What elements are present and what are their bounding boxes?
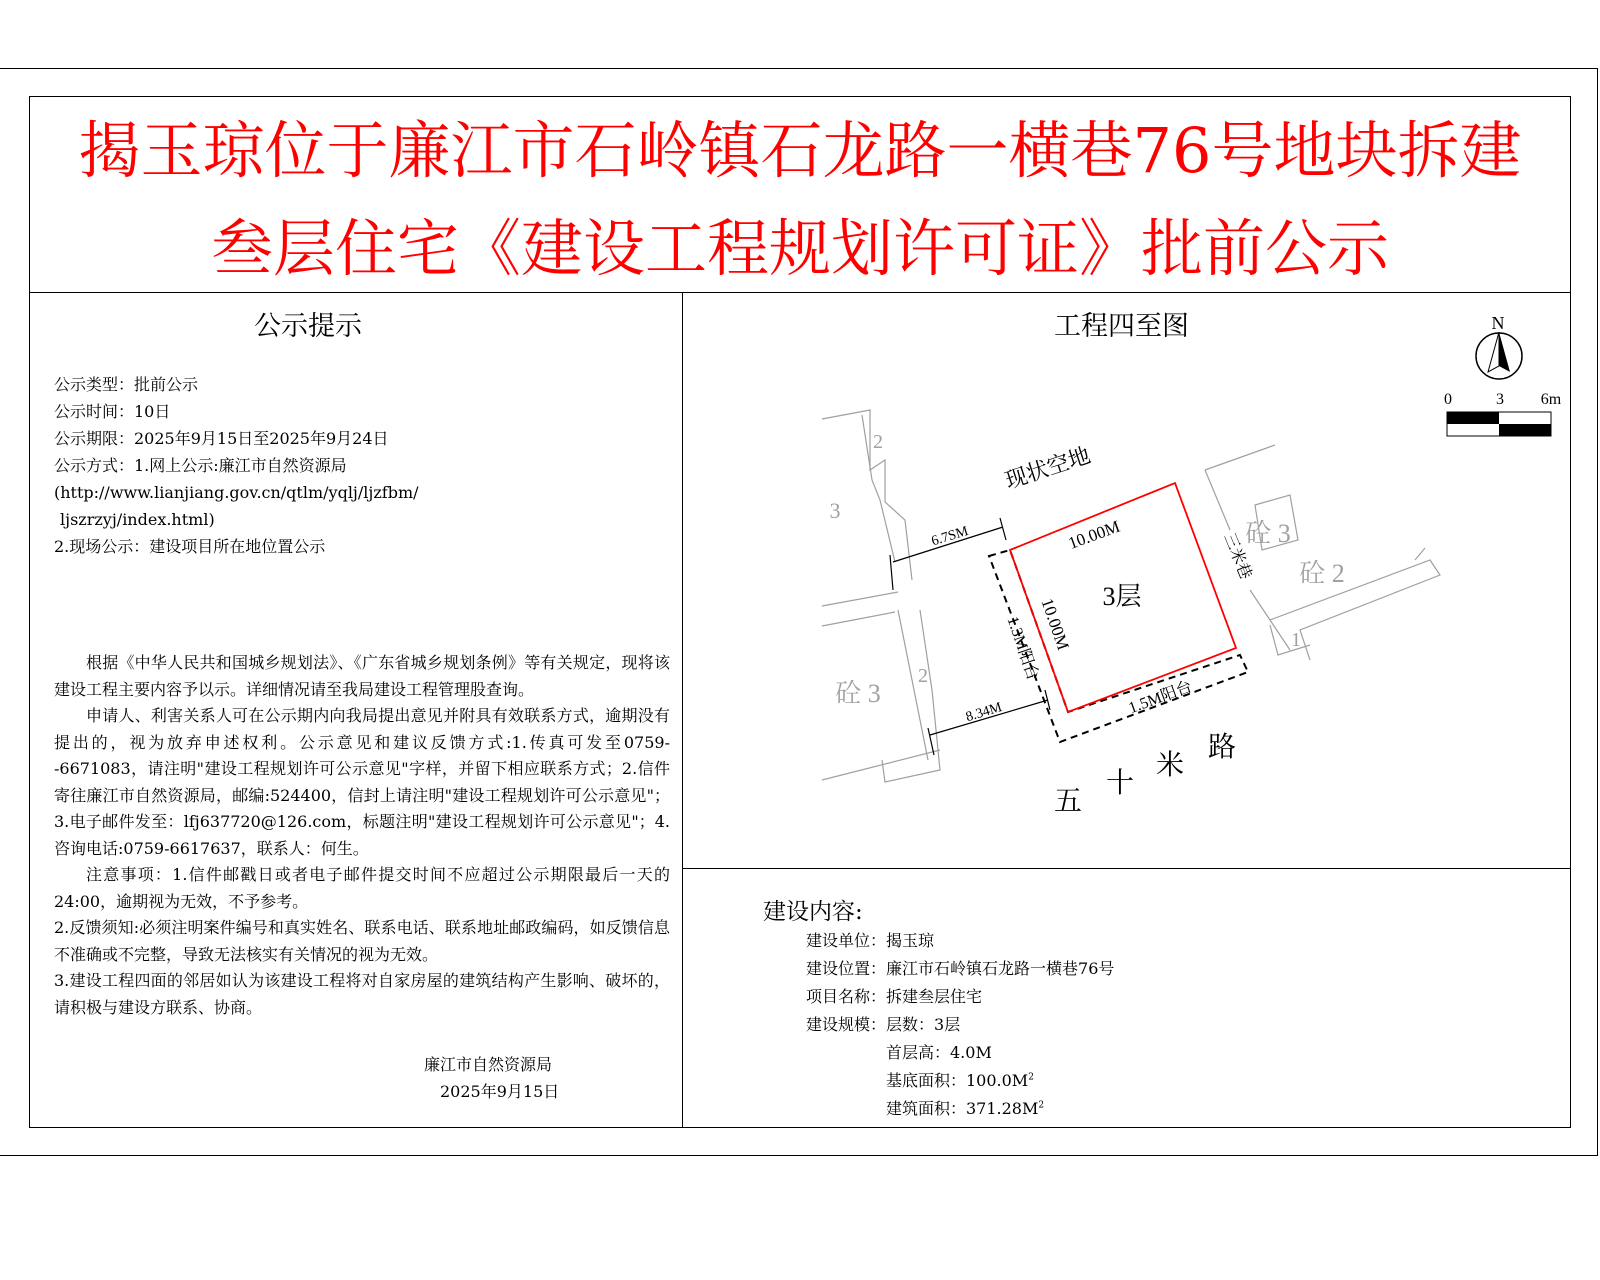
content-floors-value: 层数：3层 [886, 1015, 961, 1034]
signature-date: 2025年9月15日 [440, 1082, 560, 1101]
content-base-area-unit-sup: 2 [1028, 1072, 1034, 1083]
neighbor-label-concrete-2: 砼 2 [1299, 559, 1345, 588]
scale-label-6: 6m [1540, 391, 1561, 408]
notice-body [54, 650, 670, 1021]
signature-org: 廉江市自然资源局 [424, 1055, 553, 1074]
content-location-value: 廉江市石岭镇石龙路一横巷76号 [886, 959, 1115, 978]
side-length-top: 10.00M [1065, 516, 1123, 553]
content-unit-label: 建设单位： [806, 931, 887, 950]
content-building-area-row [886, 1096, 1044, 1119]
notice-para-feedback: 申请人、利害关系人可在公示期内向我局提出意见并附具有效联系方式，逾期没有提出的，视为放弃申述权利。公示意见和建议反馈方式:1.传真可发至0759--6671083，请注明"建设工程规划许可公示意见"字样，并留下相应联系方式；2.信件寄往廉江市自然资源局，邮编:524400，信封上请注明"建设工程规划许可公示意见"； 3.电子邮件发至：lfj637720@126.com，标题注明"建设工程规划许可公示意见"；4.咨询电话:0759-6617637，联系人：何生。 [54, 706, 670, 858]
notice-url-line1: (http://www.lianjiang.gov.cn/qtlm/yqlj/ljzfbm/ [54, 483, 419, 502]
title-divider [29, 292, 1571, 293]
neighbor-label-concrete-3: 砼 3 [1245, 519, 1291, 548]
neighbor-label-concrete-left: 砼 3 [835, 679, 881, 708]
road-label-char-3: 米 [1155, 750, 1185, 781]
alley-label: 三米巷 [1220, 530, 1255, 582]
balcony-bottom-label: 1.5M阳台 [1126, 678, 1195, 718]
scale-bar-icon [1444, 391, 1561, 436]
site-plan-map [681, 298, 1561, 858]
scale-label-0: 0 [1444, 391, 1452, 408]
content-unit-value: 揭玉琼 [886, 931, 935, 950]
content-unit-row [806, 928, 934, 951]
side-length-left: 10.00M [1037, 595, 1073, 653]
content-base-area: 基底面积：100.0M [886, 1071, 1029, 1090]
north-arrow-icon [1476, 313, 1522, 379]
neighbor-label-2-left: 2 [918, 665, 928, 687]
content-first-floor-height: 首层高：4.0M [886, 1043, 992, 1062]
main-title-line1: 揭玉琼位于廉江市石岭镇石龙路一横巷76号地块拆建 [78, 114, 1522, 187]
notice-para-notes: 注意事项：1.信件邮戳日或者电子邮件提交时间不应超过公示期限最后一天的24:00，逾期视为无效，不予参考。 [54, 865, 670, 911]
road-label-char-4: 路 [1207, 732, 1237, 763]
content-project-row [806, 984, 982, 1007]
notice-duration: 公示时间：10日 [54, 402, 171, 421]
notice-period: 公示期限：2025年9月15日至2025年9月24日 [54, 429, 389, 448]
road-label-char-1: 五 [1053, 786, 1083, 817]
distance-top-label: 6.7SM [929, 523, 971, 550]
content-base-area-row [886, 1068, 1034, 1091]
content-building-area: 建筑面积：371.28M [886, 1099, 1039, 1118]
notice-para-legal-basis: 根据《中华人民共和国城乡规划法》、《广东省城乡规划条例》等有关规定，现将该建设工程主要内容予以示。详细情况请至我局建设工程管理股查询。 [54, 653, 670, 699]
road-label-char-2: 十 [1105, 768, 1135, 799]
content-location-label: 建设位置： [806, 959, 887, 978]
north-label: N [1491, 313, 1505, 333]
main-title-line2: 叁层住宅《建设工程规划许可证》批前公示 [210, 212, 1389, 285]
balcony-left-label: 1.3M阳台 [1003, 614, 1042, 683]
notice-method-onsite: 2.现场公示：建设项目所在地位置公示 [54, 537, 326, 556]
notice-para-neighbors: 3.建设工程四面的邻居如认为该建设工程将对自家房屋的建筑结构产生影响、破坏的，请积极与建设方联系、协商。 [54, 971, 670, 1017]
content-location-row [806, 956, 1114, 979]
content-project-label: 项目名称： [806, 987, 887, 1006]
notice-url-line2: ljszrzyj/index.html) [60, 510, 215, 529]
notice-type: 公示类型：批前公示 [54, 375, 199, 394]
notice-para-requirements: 2.反馈须知:必须注明案件编号和真实姓名、联系电话、联系地址邮政编码，如反馈信息不准确或不完整，导致无法核实有关情况的视为无效。 [54, 918, 670, 964]
scale-label-3: 3 [1496, 391, 1504, 408]
content-scale-label: 建设规模： [806, 1015, 887, 1034]
content-building-area-unit-sup: 2 [1038, 1100, 1045, 1111]
content-heading: 建设内容: [763, 899, 863, 925]
content-scale-row [806, 1012, 960, 1035]
map-heading: 工程四至图 [1054, 311, 1189, 342]
vacant-land-label: 现状空地 [1001, 442, 1094, 494]
map-content-divider [682, 868, 1571, 869]
neighbor-label-1: 1 [1291, 629, 1301, 651]
content-project-value: 拆建叁层住宅 [886, 987, 983, 1006]
notice-method: 公示方式：1.网上公示:廉江市自然资源局 [54, 456, 347, 475]
neighbor-label-3-left: 3 [829, 498, 841, 523]
floors-label: 3层 [1102, 582, 1142, 611]
notice-heading: 公示提示 [254, 311, 362, 342]
distance-bottom-label: 8.34M [964, 700, 1004, 726]
neighbor-label-2-top: 2 [873, 431, 883, 453]
